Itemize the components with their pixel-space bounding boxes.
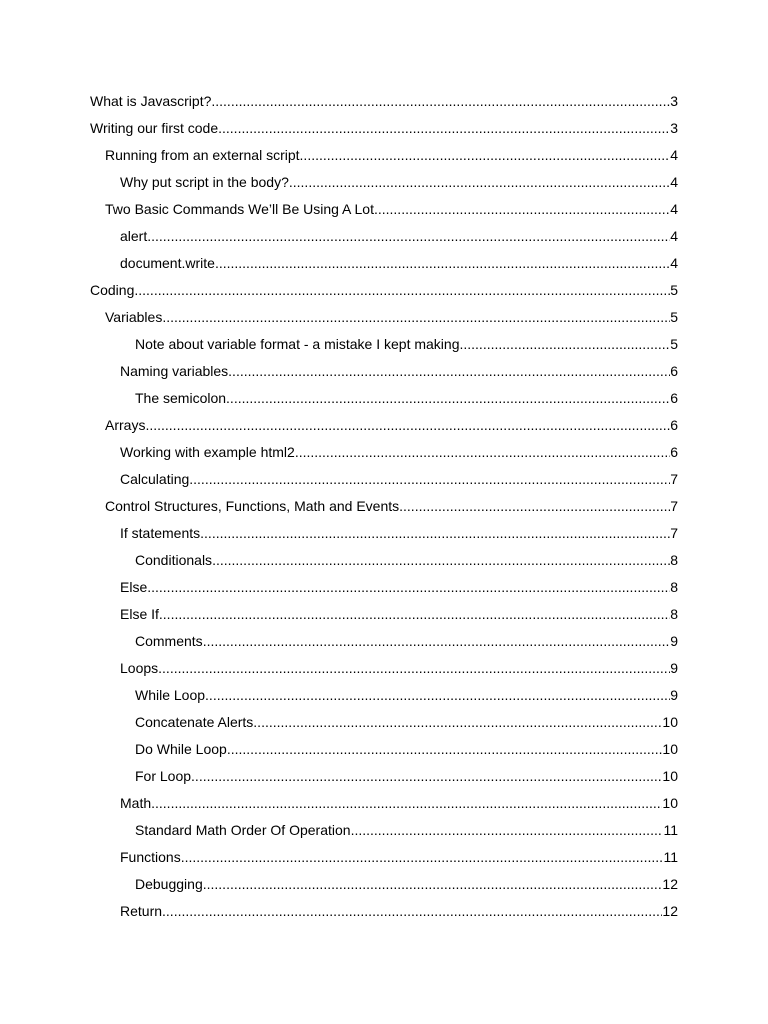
toc-entry[interactable] [90, 817, 678, 844]
toc-entry-page-number: 12 [662, 903, 678, 919]
toc-entry-page-number: 10 [662, 741, 678, 757]
toc-entry[interactable] [90, 844, 678, 871]
toc-dot-leader [134, 277, 670, 304]
toc-entry-title: Control Structures, Functions, Math and Events [105, 498, 400, 514]
toc-dot-leader [158, 655, 670, 682]
toc-entry-title: Working with example html2 [120, 444, 295, 460]
toc-dot-leader [300, 142, 671, 169]
toc-entry-page-number: 7 [670, 525, 678, 541]
toc-entry[interactable] [90, 871, 678, 898]
toc-entry[interactable] [90, 601, 678, 628]
toc-entry-page-number: 7 [670, 471, 678, 487]
toc-entry-page-number: 10 [662, 768, 678, 784]
toc-entry[interactable] [90, 88, 678, 115]
toc-entry-page-number: 6 [670, 390, 678, 406]
toc-entry[interactable] [90, 358, 678, 385]
toc-entry[interactable] [90, 682, 678, 709]
toc-entry-page-number: 8 [670, 579, 678, 595]
toc-dot-leader [159, 601, 670, 628]
toc-dot-leader [295, 439, 670, 466]
toc-entry-page-number: 10 [662, 795, 678, 811]
toc-dot-leader [181, 844, 664, 871]
toc-entry[interactable] [90, 142, 678, 169]
toc-entry[interactable] [90, 196, 678, 223]
toc-entry[interactable] [90, 169, 678, 196]
toc-entry[interactable] [90, 655, 678, 682]
toc-dot-leader [215, 250, 670, 277]
toc-dot-leader [189, 466, 670, 493]
toc-entry[interactable] [90, 385, 678, 412]
toc-dot-leader [227, 736, 663, 763]
toc-dot-leader [147, 223, 670, 250]
toc-entry[interactable] [90, 628, 678, 655]
toc-dot-leader [228, 358, 670, 385]
toc-entry-title: The semicolon [135, 390, 227, 406]
toc-entry[interactable] [90, 898, 678, 925]
toc-entry-title: Variables [105, 309, 163, 325]
toc-entry-title: Coding [90, 282, 135, 298]
toc-dot-leader [151, 790, 662, 817]
toc-entry-page-number: 5 [670, 336, 678, 352]
toc-entry-page-number: 4 [670, 228, 678, 244]
toc-entry-page-number: 9 [670, 633, 678, 649]
toc-entry[interactable] [90, 736, 678, 763]
toc-entry[interactable] [90, 304, 678, 331]
toc-entry-page-number: 4 [670, 147, 678, 163]
toc-dot-leader [399, 493, 670, 520]
toc-entry-page-number: 6 [670, 363, 678, 379]
toc-entry-title: Arrays [105, 417, 146, 433]
toc-entry-page-number: 6 [670, 417, 678, 433]
toc-dot-leader [212, 547, 670, 574]
toc-entry[interactable] [90, 412, 678, 439]
toc-entry-title: Naming variables [120, 363, 229, 379]
toc-entry-page-number: 8 [670, 606, 678, 622]
toc-dot-leader [203, 871, 663, 898]
toc-entry-title: Math [120, 795, 152, 811]
toc-entry-page-number: 10 [662, 714, 678, 730]
toc-entry[interactable] [90, 250, 678, 277]
toc-dot-leader [289, 169, 670, 196]
toc-entry-title: Else [120, 579, 148, 595]
toc-entry-page-number: 4 [670, 201, 678, 217]
toc-entry-title: Loops [120, 660, 159, 676]
toc-entry-page-number: 8 [670, 552, 678, 568]
toc-dot-leader [205, 682, 670, 709]
toc-dot-leader [191, 763, 662, 790]
toc-entry-title: Running from an external script [105, 147, 300, 163]
toc-entry-title: Concatenate Alerts [135, 714, 254, 730]
toc-dot-leader [147, 574, 670, 601]
toc-entry-page-number: 4 [670, 255, 678, 271]
toc-dot-leader [162, 304, 670, 331]
toc-entry-page-number: 7 [670, 498, 678, 514]
toc-entry[interactable] [90, 331, 678, 358]
toc-entry-page-number: 6 [670, 444, 678, 460]
toc-dot-leader [374, 196, 670, 223]
toc-entry-title: While Loop [135, 687, 206, 703]
toc-entry[interactable] [90, 763, 678, 790]
toc-dot-leader [351, 817, 664, 844]
toc-entry-title: Note about variable format - a mistake I kept making [135, 336, 460, 352]
toc-entry-title: For Loop [135, 768, 192, 784]
toc-entry-title: Return [120, 903, 163, 919]
toc-entry-title: Conditionals [135, 552, 213, 568]
toc-dot-leader [145, 412, 670, 439]
toc-dot-leader [459, 331, 670, 358]
toc-entry-title: Comments [135, 633, 203, 649]
table-of-contents [90, 88, 678, 925]
toc-entry-page-number: 11 [663, 822, 678, 838]
toc-entry-title: Functions [120, 849, 181, 865]
toc-entry-page-number: 11 [663, 849, 678, 865]
toc-entry-title: Writing our first code [90, 120, 219, 136]
toc-dot-leader [226, 385, 670, 412]
toc-entry[interactable] [90, 493, 678, 520]
toc-entry-title: Two Basic Commands We’ll Be Using A Lot [105, 201, 374, 217]
toc-dot-leader [162, 898, 662, 925]
toc-entry[interactable] [90, 466, 678, 493]
toc-entry-page-number: 9 [670, 687, 678, 703]
toc-entry[interactable] [90, 709, 678, 736]
toc-entry-page-number: 5 [670, 309, 678, 325]
toc-entry[interactable] [90, 115, 678, 142]
toc-entry-page-number: 5 [670, 282, 678, 298]
toc-entry-page-number: 4 [670, 174, 678, 190]
toc-entry-title: Do While Loop [135, 741, 227, 757]
toc-entry-title: document.write [120, 255, 215, 271]
toc-entry-title: alert [120, 228, 148, 244]
toc-entry-title: Calculating [120, 471, 190, 487]
toc-entry-page-number: 12 [662, 876, 678, 892]
toc-entry-title: Else If [120, 606, 159, 622]
toc-dot-leader [253, 709, 662, 736]
toc-entry-page-number: 3 [670, 120, 678, 136]
toc-entry-title: What is Javascript? [90, 93, 212, 109]
toc-entry[interactable] [90, 439, 678, 466]
toc-dot-leader [218, 115, 670, 142]
toc-dot-leader [203, 628, 671, 655]
toc-entry[interactable] [90, 520, 678, 547]
toc-entry[interactable] [90, 547, 678, 574]
toc-entry[interactable] [90, 790, 678, 817]
toc-entry-page-number: 3 [670, 93, 678, 109]
toc-dot-leader [200, 520, 670, 547]
toc-entry-title: Standard Math Order Of Operation [135, 822, 351, 838]
toc-entry-page-number: 9 [670, 660, 678, 676]
toc-dot-leader [211, 88, 670, 115]
toc-entry[interactable] [90, 223, 678, 250]
toc-entry-title: If statements [120, 525, 201, 541]
toc-entry-title: Debugging [135, 876, 203, 892]
toc-entry[interactable] [90, 574, 678, 601]
toc-entry-title: Why put script in the body? [120, 174, 289, 190]
toc-entry[interactable] [90, 277, 678, 304]
